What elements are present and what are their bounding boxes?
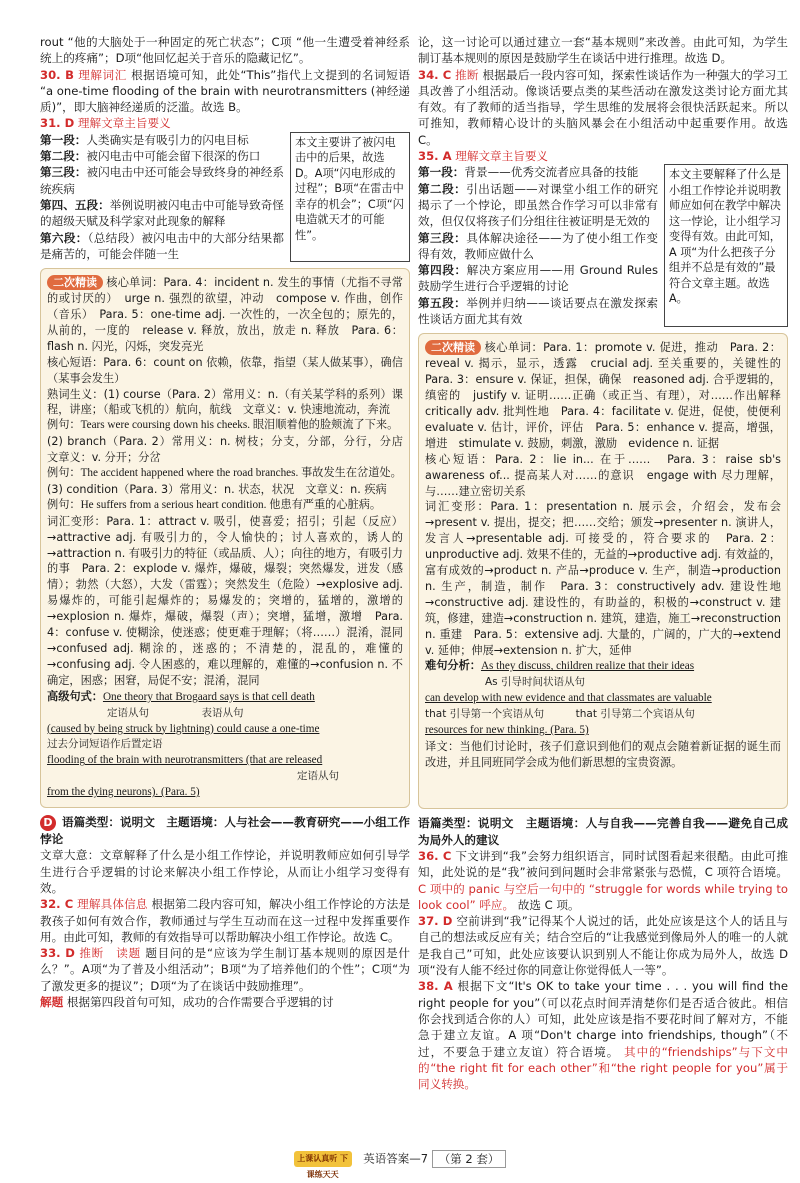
q30-number: 30. B — [40, 67, 74, 82]
question-36: 36. C 下文讲到“我”会努力组织语言，同时试图看起来很酷。由此可推知，此处说的是“我”被问到问题时会非常紧张与恐慌，C 项符合语境。 C 项中的 panic 与空后一句中的 “struggle for words while trying to look cool” 呼应。 故选 C 项。 — [418, 848, 789, 912]
question-38: 38. A 根据下文“It's OK to take your time . . . you will find the right people for you”（可以花点时间弄清楚你们是否适合彼此。相信你会找到适合你的人）可知，此处应该是指不要花时间了解对方，不能急于建立友谊。A 项“Don't charge into friendships, though”（不过，不要急于建立友谊）符合语境。 其中的“friendships”与下文中的“the right fit for each other”和“the right people for you”属于同义转换。 — [418, 979, 789, 1092]
question-35: 35. A 理解文章主旨要义 — [418, 149, 549, 164]
left-top-paragraph: rout “他的大脑处于一种固定的死亡状态”；C项 “他一生遭受着神经系统上的疼痛”；D项“他回忆起关于音乐的隐藏记忆”。 — [40, 35, 410, 66]
page-footer — [0, 1150, 800, 1179]
q35-structure-list — [418, 164, 658, 327]
q35-side-note: 本文主要解释了什么是小组工作悖论并说明教师应如何在教学中解决这一悖论，让小组学习变得有效。由此可知，A 项“为什么把孩子分组并不总是有效的”最符合文章主题。故选 A。 — [664, 164, 788, 327]
left-note-word-forms: 词汇变形：Para. 1：attract v. 吸引，使喜爱；招引；引起（反应）→attractive adj. 有吸引力的，令人愉快的；讨人喜欢的，诱人的→attraction n. 有吸引力的特征（或品质、人）；向往的地方，有吸引力的事 Para. 2：explode v. 爆炸，爆破，爆裂；突然爆发，迸发（感情）；勃然（大怒），大发（雷霆）；突然发生（危险）→explosive adj. 易爆炸的，可能引起爆炸的；易爆发的；突增的，猛增的，激增的→explosion n. 爆炸，爆破，爆裂（声）；突增，猛增，激增 Para. 4：confuse v. 使糊涂，使迷惑；使更难于理解；（将……）混淆，混同→confused adj. 糊涂的，迷惑的；不清楚的，混乱的，难懂的→confusing adj. 令人困惑的，难以理解的，难懂的→confusion n. 不确定，困惑；困窘，局促不安；混淆，混同 — [47, 514, 403, 687]
q31-number: 31. D — [40, 116, 75, 131]
left-sentence-line-4: from the dying neurons). (Para. 5) — [47, 786, 200, 799]
structure-item: 第二段：被闪电击中可能会留下很深的伤口 — [40, 149, 261, 164]
left-note-familiar-2: (2) branch（Para. 2）常用义：n. 树枝；分支，分部，分行，分店 文章义：v. 分开；分岔 — [47, 435, 415, 465]
structure-item: 第一段：背景——优秀交流者应具备的技能 — [418, 165, 639, 180]
reread-badge: 二次精读 — [425, 340, 481, 355]
q33-solution: 解题 根据第四段首句可知，成功的合作需要合乎逻辑的讨 — [40, 995, 334, 1010]
left-note-core-words: 二次精读 核心单词：Para. 4：incident n. 发生的事情（尤指不寻常的或讨厌的） urge n. 强烈的欲望，冲动 compose v. 作曲，创作（音乐） Para. 5：one-time adj. 一次性的，一次全包的；原先的，从前的，一度的 release v. 释放，放出，放走 n. 释放 Para. 6：flash n. 闪光，闪烁，突发亮光 — [47, 276, 403, 353]
structure-item: 第二段：引出话题——对课堂小组工作的研究揭示了一个悖论，即虽然合作学习可以非常有效，但仅仅将孩子们分组往往被证明是无效的 — [418, 181, 658, 229]
left-sentence-line-2: (caused by being struck by lightning) could cause a one-time — [47, 722, 320, 735]
structure-item: 第五段：举例并归纳——谈话要点在激发探索性谈话方面尤其有效 — [418, 295, 658, 327]
question-37: 37. D 空前讲到“我”记得某个人说过的话，此处应该是这个人的话且与自己的想法或反应有关；结合空后的“让我感觉到像局外人的唯一的人就是我自己”可知，此处应该要认识到别人不能让你成为局外人，故选 D 项“没有人能不经过你的同意让你觉得低人一等”。 — [418, 914, 788, 978]
structure-item: 第三段：被闪电击中还可能会导致终身的神经系统疾病 — [40, 165, 284, 196]
left-note-familiar-1: 熟词生义：(1) course（Para. 2）常用义：n.（有关某学科的系列）课程，讲座；（船或飞机的）航向，航线 文章义：v. 快速地流动，奔流 — [47, 387, 403, 417]
right-sentence-annotation-1: As 引导时间状语从句 — [485, 676, 585, 689]
section-d-header: D 语篇类型：说明文 主题语境：人与社会——教育研究——小组工作悖论 — [40, 815, 410, 847]
question-33: 33. D 推断 读题 题目问的是“应该为学生制订基本规则的原因是什么？”。A项“为了普及小组活动”；B项“为了培养他们的个性”；C项“为了激发更多的提议”；D项“为了在谈话中鼓励推理”。 — [40, 946, 411, 993]
right-sentence-line-1: 难句分析：As they discuss, children realize that their ideas — [425, 659, 695, 673]
right-notes-box — [418, 333, 793, 809]
question-30 — [40, 67, 410, 116]
right-note-core-words: 二次精读 核心单词：Para. 1：promote v. 促进，推动 Para. 2：reveal v. 揭示，显示，透露 crucial adj. 至关重要的，关键性的 Para. 3：ensure v. 保证，担保，确保 reasoned adj. 合乎逻辑的，缜密的 justify v. 证明……正确（或正当、有理），对……作出解释 critically adv. 批判性地 Para. 4：facilitate v. 促进，促使，使便利 evaluate v. 估计，评价，评估 Para. 5：enhance v. 提高，增强，增进 stimulate v. 鼓励，刺激，激励 evidence n. 证据 — [425, 341, 793, 450]
q30-text: 根据语境可知，此处“This”指代上文提到的名词短语 “a one-time flooding of the brain with neurotransmitters (神经递质)”，即大脑神经递质的泛滥。故选 B。 — [40, 67, 411, 115]
structure-item: 第四、五段：举例说明被闪电击中可能导致奇怪的超级天赋及科学家对此现象的解释 — [40, 197, 284, 229]
left-sentence-annotation-1: 定语从句 表语从句 — [107, 706, 244, 719]
structure-item: 第六段：（总结段）被闪电击中的大部分结果都是痛苦的，可能会伴随一生 — [40, 230, 284, 261]
q35-structure-block — [418, 164, 788, 327]
right-section-header: 语篇类型：说明文 主题语境：人与自我——完善自我——避免自己成为局外人的建议 — [418, 816, 788, 847]
question-34: 34. C 推断 根据最后一段内容可知，探索性谈话作为一种强大的学习工具改善了小组活动。像谈话要点类的某些活动在激发这类讨论方面尤其有效。有了教师的适当指导，学生思维的发展将会很快活跃起来。所以可推知，教师精心设计的头脑风暴会在小组活动中起重要作用。故选 C。 — [418, 67, 788, 147]
structure-item: 第一段：人类确实是有吸引力的闪电目标 — [40, 132, 249, 147]
left-note-example-1: 例句：Tears were coursing down his cheeks. 眼泪顺着他的脸颊流了下来。 — [47, 419, 399, 432]
left-notes-box — [40, 268, 415, 808]
right-top-paragraph: 论，这一讨论可以通过建立一套“基本规则”来改善。由此可知，为学生制订基本规则的原因是鼓励学生在谈话中进行推理。故选 D。 — [418, 35, 788, 66]
left-note-phrases: 核心短语：Para. 6：count on 依赖，依靠，指望（某人做某事），确信（某事会发生） — [47, 355, 403, 385]
left-column — [40, 34, 415, 1010]
footer-set-label: （第 2 套） — [432, 1150, 507, 1168]
left-sentence-annotation-3: 定语从句 — [297, 770, 339, 783]
right-translation: 译文：当他们讨论时，孩子们意识到他们的观点会随着新证据的诞生而改进，并且同班同学会成为他们新思想的宝贵资源。 — [425, 740, 781, 769]
q31-side-note: 本文主要讲了被闪电击中的后果，故选 D。A项“闪电形成的过程”；B项“在雷击中幸存的机会”；C项“闪电造就天才的可能性”。 — [290, 132, 410, 262]
structure-item: 第三段：具体解决途径——为了使小组工作变得有效，教师应做什么 — [418, 230, 658, 261]
question-31 — [40, 115, 410, 131]
left-sentence-annotation-2: 过去分词短语作后置定语 — [47, 738, 163, 751]
section-d-summary: 文章大意：文章解释了什么是小组工作悖论，并说明教师应如何引导学生进行合乎逻辑的讨论来解决小组工作悖论，从而让小组学习变得有效。 — [40, 848, 410, 895]
right-sentence-line-3: resources for new thinking. (Para. 5) — [425, 724, 589, 737]
brand-logo: 上课认真听 下课练天天 — [294, 1151, 352, 1167]
question-32: 32. C 理解具体信息 根据第二段内容可知，解决小组工作悖论的方法是教孩子如何有效合作，教师通过与学生互动而在这一过程中发挥重要作用。由此可知，教师的有效指导可以帮助解决小组工作悖论。故选 C。 — [40, 897, 410, 944]
q31-structure-block — [40, 132, 410, 262]
reread-badge: 二次精读 — [47, 275, 103, 290]
q31-tag: 理解文章主旨要义 — [77, 116, 171, 131]
structure-item: 第四段：解决方案应用——用 Ground Rules 鼓励学生进行合乎逻辑的讨论 — [418, 263, 658, 294]
section-d-mark: D — [40, 815, 56, 831]
q31-structure-list — [40, 132, 284, 262]
q30-tag: 理解词汇 — [78, 67, 127, 82]
right-sentence-annotation-2: that 引导第一个宾语从句 that 引导第二个宾语从句 — [425, 708, 695, 721]
right-note-word-forms: 词汇变形：Para. 1：presentation n. 展示会，介绍会，发布会→present v. 提出，提交；把……交给；颁发→presenter n. 演讲人，发言人→presentable adj. 可接受的，符合要求的 Para. 2：unproductive adj. 效果不佳的，无益的→productive adj. 有效益的，富有成效的→product n. 产品→produce v. 生产，制造→production n. 生产，制造，制作 Para. 3：constructively adv. 建设性地→constructive adj. 建设性的，有助益的，积极的→construct v. 建筑，修建，建造→construction n. 建筑，建造，施工→reconstruction n. 重建 Para. 5：extensive adj. 大量的，广阔的，广大的→extend v. 延伸；伸展→extension n. 扩大，延伸 — [425, 500, 781, 657]
left-sentence-line-3: flooding of the brain with neurotransmitters (that are released — [47, 754, 323, 767]
footer-title: 英语答案—7 — [363, 1151, 429, 1166]
right-note-phrases: 核心短语：Para. 2：lie in... 在于…… Para. 3：raise sb's awareness of... 提高某人对……的意识 engage with 尽力理解，与……建立密切关系 — [425, 452, 781, 498]
left-note-familiar-3: (3) condition（Para. 3）常用义：n. 状态，状况 文章义：n. 疾病 — [47, 482, 387, 496]
left-note-example-3: 例句：He suffers from a serious heart condition. 他患有严重的心脏病。 — [47, 498, 382, 511]
left-note-example-2: 例句：The accident happened where the road branches. 事故发生在岔道处。 — [47, 467, 402, 480]
right-sentence-line-2: can develop with new evidence and that classmates are valuable — [425, 692, 712, 705]
left-sentence-line-1: 高级句式：One theory that Brogaard says is that cell death — [47, 689, 315, 703]
right-column — [418, 34, 793, 1092]
